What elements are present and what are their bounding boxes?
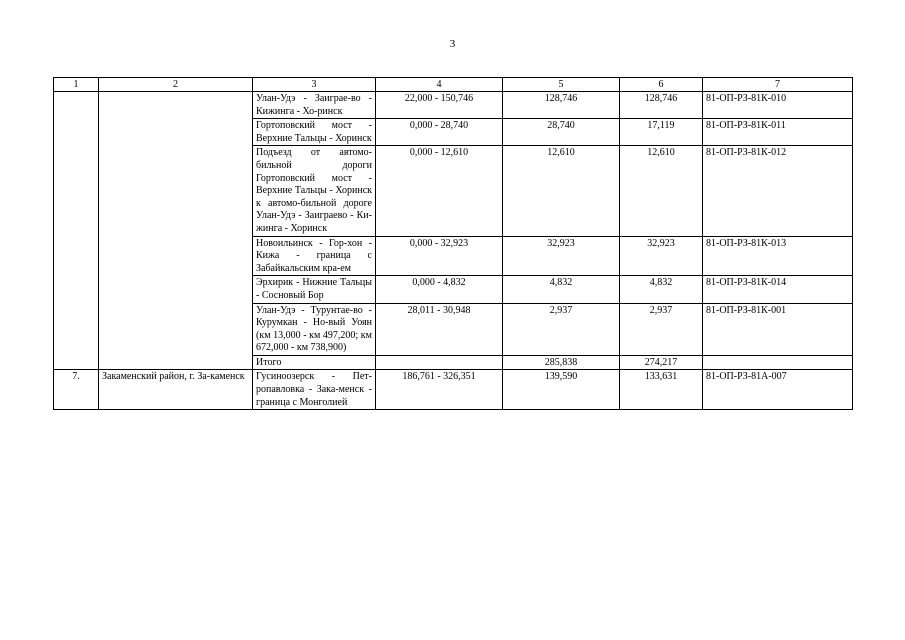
road-name: Подъезд от автомо-бильной дороги Гортоповский мост - Верхние Тальцы - Хоринск к автомо-бильной дороге Улан-Удэ - Заиграево - Ки-жинга - Хоринск — [253, 146, 376, 236]
road-name: Улан-Удэ - Турунтае-во - Курумкан - Но-вый Уоян (км 13,000 - км 497,200; км 672,000 - км 738,900) — [253, 303, 376, 355]
km-range: 22,000 - 150,746 — [376, 92, 503, 119]
road-length: 2,937 — [503, 303, 620, 355]
road-code: 81-ОП-РЗ-81А-007 — [703, 370, 853, 410]
column-header-3: 3 — [253, 78, 376, 92]
road-length: 12,610 — [503, 146, 620, 236]
road-name: Улан-Удэ - Заиграе-во - Кижинга - Хо-ринск — [253, 92, 376, 119]
column-header-6: 6 — [620, 78, 703, 92]
km-range: 186,761 - 326,351 — [376, 370, 503, 410]
road-code: 81-ОП-РЗ-81К-014 — [703, 276, 853, 303]
total-code — [703, 355, 853, 370]
road-code: 81-ОП-РЗ-81К-011 — [703, 119, 853, 146]
group-number-cell — [54, 92, 99, 370]
total-km-range — [376, 355, 503, 370]
km-range: 0,000 - 32,923 — [376, 236, 503, 276]
district-cell — [99, 92, 253, 370]
road-length: 32,923 — [503, 236, 620, 276]
road-length-regional: 133,631 — [620, 370, 703, 410]
km-range: 0,000 - 28,740 — [376, 119, 503, 146]
road-length-regional: 32,923 — [620, 236, 703, 276]
road-length-regional: 128,746 — [620, 92, 703, 119]
column-header-7: 7 — [703, 78, 853, 92]
road-name: Новоильинск - Гор-хон - Кижа - граница с Забайкальским кра-ем — [253, 236, 376, 276]
total-length: 285,838 — [503, 355, 620, 370]
header-row — [54, 78, 853, 92]
table-row — [54, 92, 853, 119]
column-header-4: 4 — [376, 78, 503, 92]
total-length-regional: 274,217 — [620, 355, 703, 370]
road-length: 4,832 — [503, 276, 620, 303]
road-length: 128,746 — [503, 92, 620, 119]
road-code: 81-ОП-РЗ-81К-010 — [703, 92, 853, 119]
roads-table — [53, 77, 853, 410]
table-row — [54, 370, 853, 410]
road-length: 139,590 — [503, 370, 620, 410]
column-header-1: 1 — [54, 78, 99, 92]
road-name: Гусиноозерск - Пет-ропавловка - Зака-менск - граница с Монголией — [253, 370, 376, 410]
road-code: 81-ОП-РЗ-81К-013 — [703, 236, 853, 276]
page-number: 3 — [449, 38, 456, 50]
km-range: 0,000 - 12,610 — [376, 146, 503, 236]
road-code: 81-ОП-РЗ-81К-001 — [703, 303, 853, 355]
road-length-regional: 4,832 — [620, 276, 703, 303]
district-name: Закаменский район, г. За-каменск — [99, 370, 253, 410]
group-number: 7. — [54, 370, 99, 410]
road-code: 81-ОП-РЗ-81К-012 — [703, 146, 853, 236]
road-length-regional: 12,610 — [620, 146, 703, 236]
road-length: 28,740 — [503, 119, 620, 146]
road-name: Эрхирик - Нижние Тальцы - Сосновый Бор — [253, 276, 376, 303]
total-label: Итого — [253, 355, 376, 370]
column-header-5: 5 — [503, 78, 620, 92]
km-range: 0,000 - 4,832 — [376, 276, 503, 303]
road-length-regional: 17,119 — [620, 119, 703, 146]
road-length-regional: 2,937 — [620, 303, 703, 355]
road-name: Гортоповский мост - Верхние Тальцы - Хоринск — [253, 119, 376, 146]
column-header-2: 2 — [99, 78, 253, 92]
km-range: 28,011 - 30,948 — [376, 303, 503, 355]
